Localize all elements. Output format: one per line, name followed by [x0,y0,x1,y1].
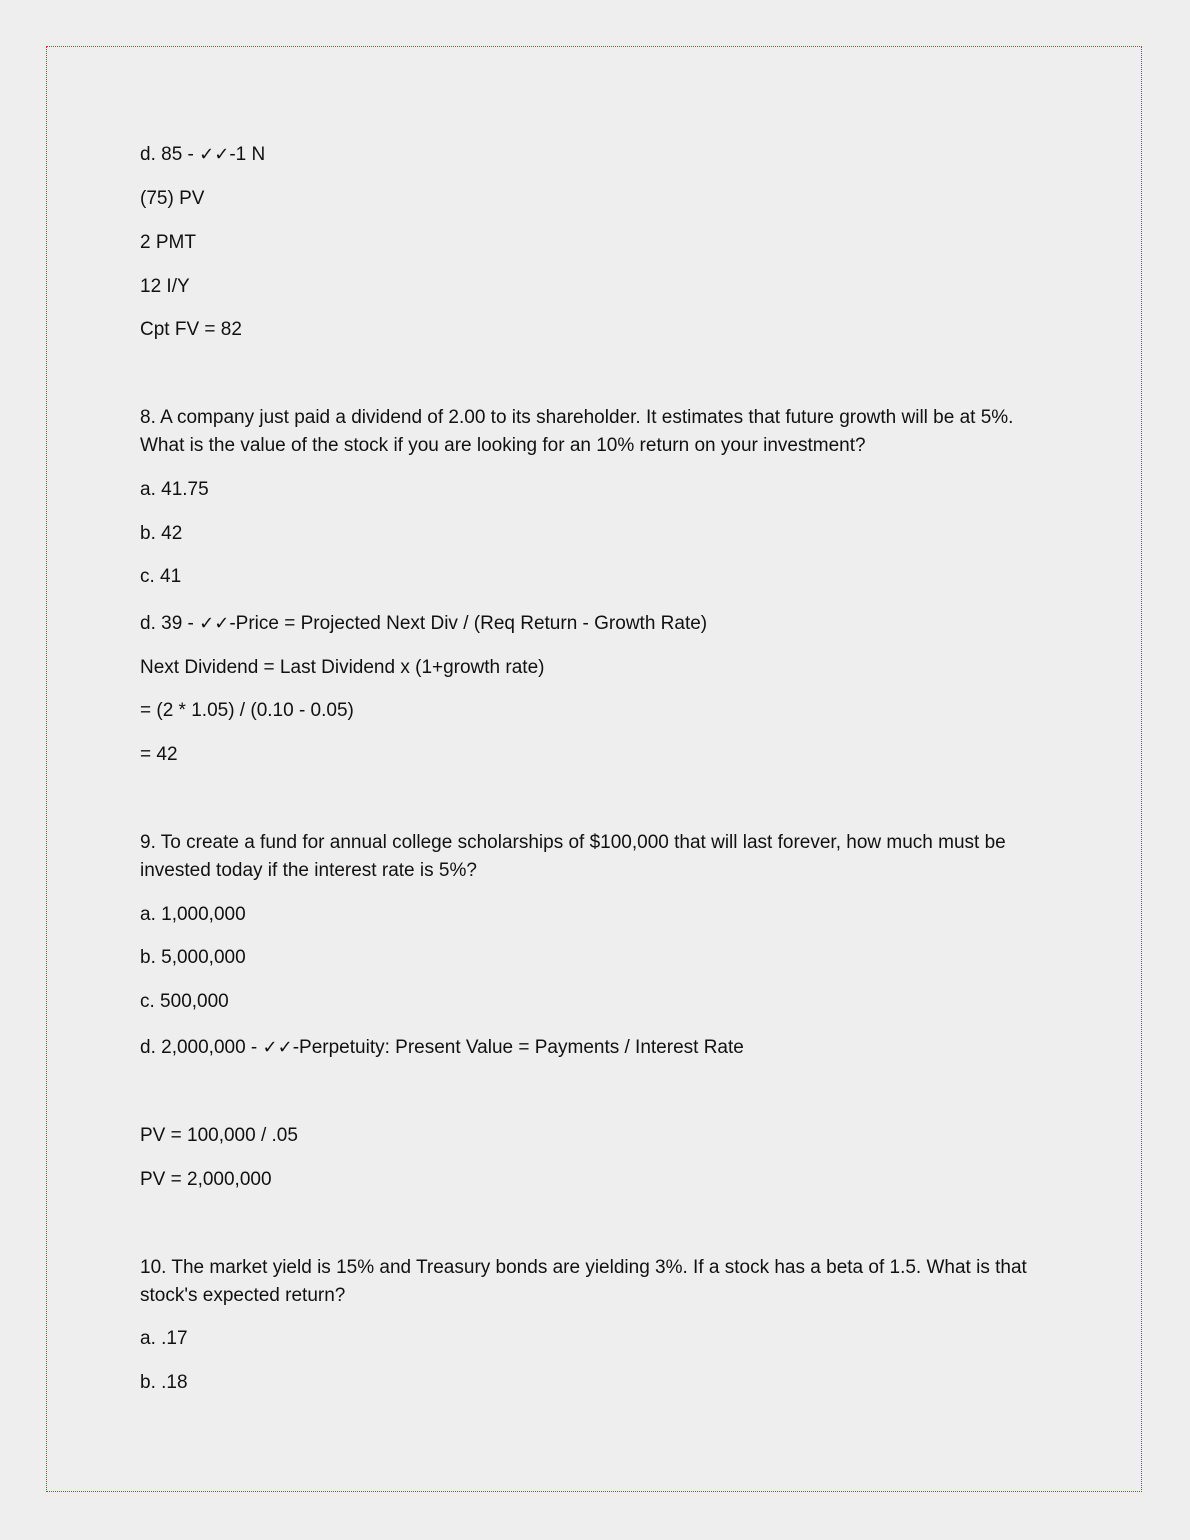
calc-iy-line: 12 I/Y [140,276,190,297]
q9-option-a: a. 1,000,000 [140,904,246,925]
q10-option-a: a. .17 [140,1328,188,1349]
q10-option-b: b. .18 [140,1372,188,1393]
q8-option-a: a. 41.75 [140,479,209,500]
calc-cpt-line: Cpt FV = 82 [140,319,242,340]
double-check-icon: ✓✓ [199,613,230,634]
double-check-icon: ✓✓ [262,1037,293,1058]
question-10-text: 10. The market yield is 15% and Treasury bonds are yielding 3%. If a stock has a beta of 1.5. What is that stock's expected return? [140,1257,1027,1306]
answer-d-note: -1 N [229,144,266,165]
q9-option-c: c. 500,000 [140,991,229,1012]
q9-work-2: PV = 2,000,000 [140,1169,272,1190]
q8-option-b: b. 42 [140,523,183,544]
q8-work-2: = (2 * 1.05) / (0.10 - 0.05) [140,700,354,721]
q9-option-b: b. 5,000,000 [140,947,246,968]
q8-work-1: Next Dividend = Last Dividend x (1+growth rate) [140,657,545,678]
q8-option-d-line [140,610,1050,638]
q8-option-d: d. 39 - [140,613,194,634]
q8-option-d-note: -Price = Projected Next Div / (Req Return - Growth Rate) [229,613,708,634]
answer-d-text: d. 85 - [140,144,194,165]
question-9-text: 9. To create a fund for annual college scholarships of $100,000 that will last forever, how much must be invested today if the interest rate is 5%? [140,832,1006,881]
double-check-icon: ✓✓ [199,144,230,165]
q9-option-d-note: -Perpetuity: Present Value = Payments / Interest Rate [292,1037,744,1058]
answer-d-line [140,141,1050,169]
question-8-text: 8. A company just paid a dividend of 2.00 to its shareholder. It estimates that future growth will be at 5%. What is the value of the stock if you are looking for an 10% return on your investment? [140,407,1014,456]
q9-option-d-line [140,1034,1050,1062]
q8-option-c: c. 41 [140,566,182,587]
q8-work-3: = 42 [140,744,178,765]
q9-option-d: d. 2,000,000 - [140,1037,258,1058]
calc-pv-line: (75) PV [140,188,205,209]
calc-pmt-line: 2 PMT [140,232,196,253]
q9-work-1: PV = 100,000 / .05 [140,1125,298,1146]
